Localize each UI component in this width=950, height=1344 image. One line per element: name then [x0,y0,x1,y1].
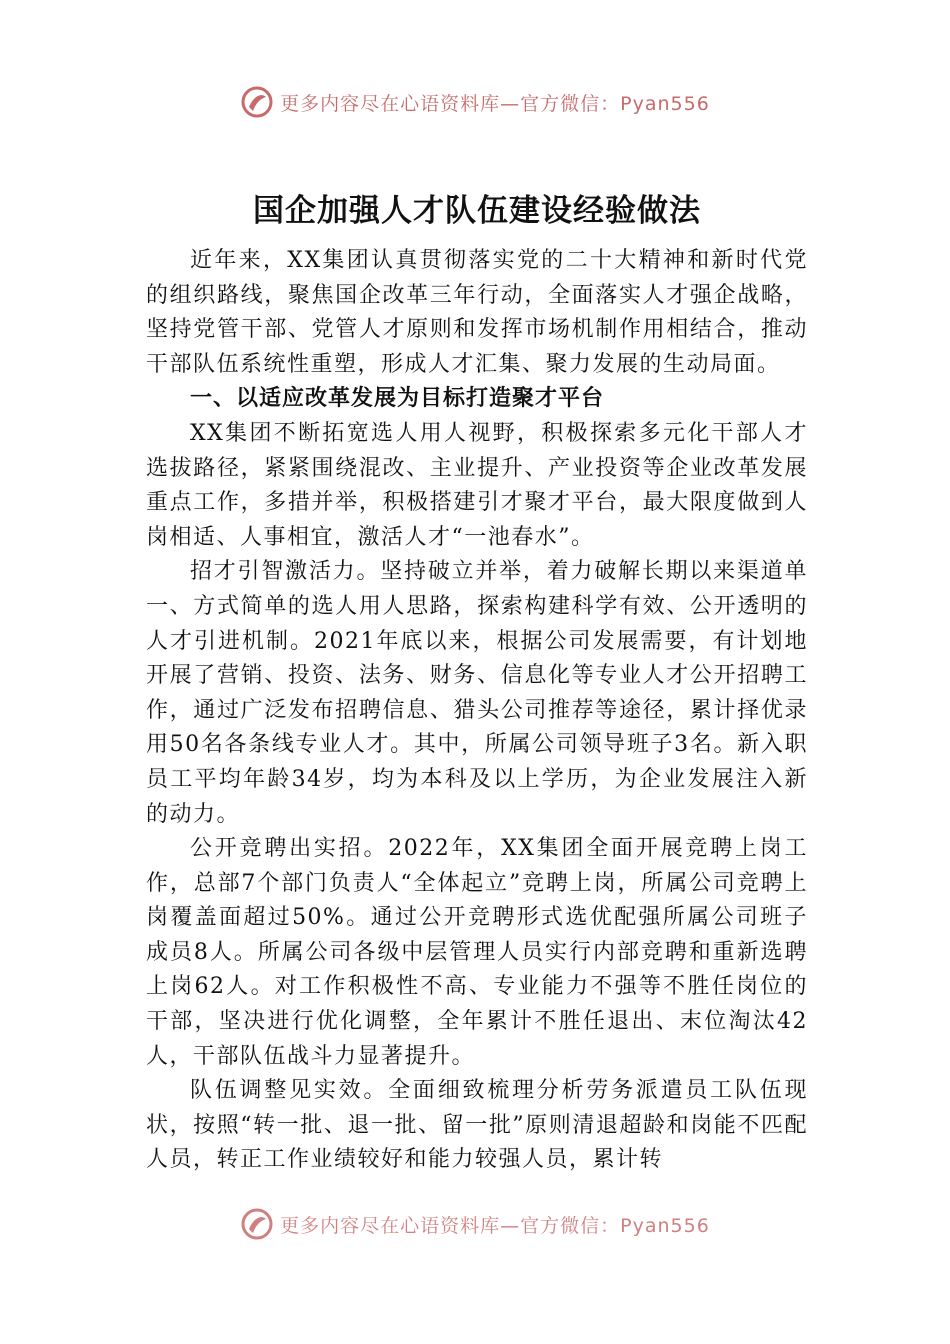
watermark-text: 更多内容尽在心语资料库—官方微信：Pyan556 [280,1214,710,1237]
watermark-header [0,84,950,120]
body-paragraph: 公开竞聘出实招。2022年，XX集团全面开展竞聘上岗工作，总部7个部门负责人“全体起立”竞聘上岗，所属公司竞聘上岗覆盖面超过50%。通过公开竞聘形式选优配强所属公司班子成员8人。所属公司各级中层管理人员实行内部竞聘和重新选聘上岗62人。对工作积极性不高、专业能力不强等不胜任岗位的干部，坚决进行优化调整，全年累计不胜任退出、末位淘汰42人，干部队伍战斗力显著提升。 [146,836,808,1069]
document-page [146,185,808,1178]
body-paragraph: 队伍调整见实效。全面细致梳理分析劳务派遣员工队伍现状，按照“转一批、退一批、留一批”原则清退超龄和岗能不匹配人员，转正工作业绩较好和能力较强人员，累计转 [146,1078,808,1173]
watermark-text: 更多内容尽在心语资料库—官方微信：Pyan556 [280,92,710,115]
brand-logo-icon [240,1207,274,1241]
intro-paragraph: 近年来，XX集团认真贯彻落实党的二十大精神和新时代党的组织路线，聚焦国企改革三年行动，全面落实人才强企战略，坚持党管干部、党管人才原则和发挥市场机制作用相结合，推动干部队伍系统性重塑，形成人才汇集、聚力发展的生动局面。 [146,248,808,377]
body-paragraph: 招才引智激活力。坚持破立并举，着力破解长期以来渠道单一、方式简单的选人用人思路，探索构建科学有效、公开透明的人才引进机制。2021年底以来，根据公司发展需要，有计划地开展了营销、投资、法务、财务、信息化等专业人才公开招聘工作，通过广泛发布招聘信息、猎头公司推荐等途径，累计择优录用50名各条线专业人才。其中，所属公司领导班子3名。新入职员工平均年龄34岁，均为本科及以上学历，为企业发展注入新的动力。 [146,559,808,827]
brand-logo-icon [240,85,274,119]
document-title: 国企加强人才队伍建设经验做法 [253,193,701,229]
watermark-footer [0,1206,950,1242]
section-heading: 一、以适应改革发展为目标打造聚才平台 [190,386,605,412]
body-paragraph: XX集团不断拓宽选人用人视野，积极探索多元化干部人才选拔路径，紧紧围绕混改、主业提升、产业投资等企业改革发展重点工作，多措并举，积极搭建引才聚才平台，最大限度做到人岗相适、人事相宜，激活人才“一池春水”。 [146,420,808,550]
